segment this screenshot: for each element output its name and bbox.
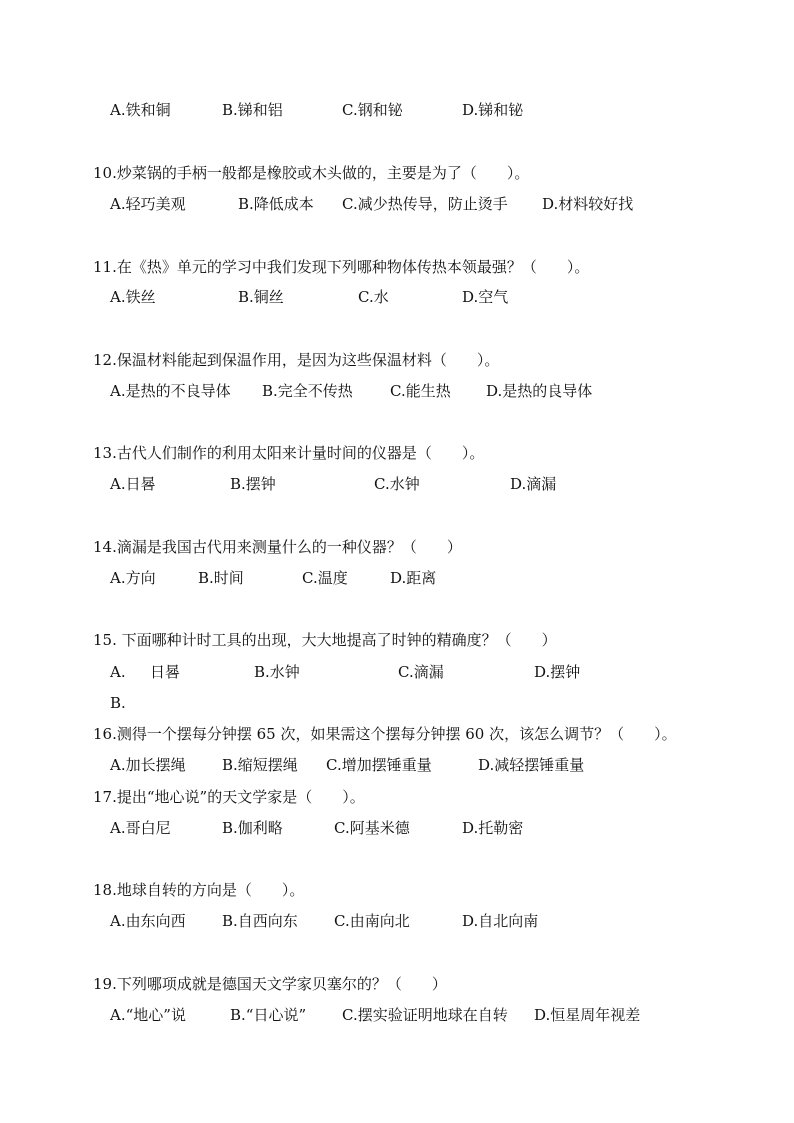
q9-option-d: D.锑和铋 bbox=[462, 101, 524, 119]
q19-option-b: B.“日心说” bbox=[230, 1006, 307, 1024]
q12-stem: 12.保温材料能起到保温作用，是因为这些保温材料（ ）。 bbox=[93, 351, 500, 369]
q11-stem: 11.在《热》单元的学习中我们发现下列哪种物体传热本领最强？（ ）。 bbox=[93, 258, 590, 276]
q16-stem: 16.测得一个摆每分钟摆 65 次，如果需这个摆每分钟摆 60 次，该怎么调节？（ ）。 bbox=[93, 725, 677, 743]
q12-option-b: B.完全不传热 bbox=[262, 382, 353, 400]
q9-option-b: B.锑和铝 bbox=[222, 101, 283, 119]
q10-stem: 10.炒菜锅的手柄一般都是橡胶或木头做的，主要是为了（ ）。 bbox=[93, 164, 530, 182]
q16-option-a: A.加长摆绳 bbox=[110, 756, 186, 774]
q12-option-c: C.能生热 bbox=[390, 382, 451, 400]
q10-option-a: A.轻巧美观 bbox=[110, 195, 186, 213]
q19-option-c: C.摆实验证明地球在自转 bbox=[342, 1006, 508, 1024]
q13-option-a: A.日晷 bbox=[110, 475, 156, 493]
q15-option-c: C.滴漏 bbox=[398, 663, 444, 681]
q11-option-a: A.铁丝 bbox=[110, 288, 156, 306]
q16-option-c: C.增加摆锤重量 bbox=[326, 756, 432, 774]
q15-option-a-text: 日晷 bbox=[150, 663, 181, 681]
q13-stem: 13.古代人们制作的利用太阳来计量时间的仪器是（ ）。 bbox=[93, 444, 485, 462]
q17-option-b: B.伽利略 bbox=[222, 819, 283, 837]
q17-stem: 17.提出“地心说”的天文学家是（ ）。 bbox=[93, 788, 365, 806]
q18-option-d: D.自北向南 bbox=[462, 912, 539, 930]
q17-option-d: D.托勒密 bbox=[462, 819, 524, 837]
q13-option-c: C.水钟 bbox=[374, 475, 420, 493]
q12-option-d: D.是热的良导体 bbox=[486, 382, 593, 400]
q13-option-b: B.摆钟 bbox=[230, 475, 276, 493]
q12-option-a: A.是热的不良导体 bbox=[110, 382, 231, 400]
q19-option-a: A.“地心”说 bbox=[110, 1006, 186, 1024]
q13-option-d: D.滴漏 bbox=[510, 475, 557, 493]
q17-option-a: A.哥白尼 bbox=[110, 819, 171, 837]
q9-option-a: A.铁和铜 bbox=[110, 101, 171, 119]
q10-option-b: B.降低成本 bbox=[238, 195, 314, 213]
q15-option-b: B.水钟 bbox=[254, 663, 300, 681]
q9-option-c: C.钢和铋 bbox=[342, 101, 403, 119]
q18-option-c: C.由南向北 bbox=[334, 912, 410, 930]
q10-option-c: C.减少热传导，防止烫手 bbox=[342, 195, 508, 213]
q15-extra-letter: B. bbox=[110, 694, 126, 712]
q10-option-d: D.材料较好找 bbox=[542, 195, 634, 213]
q18-option-a: A.由东向西 bbox=[110, 912, 186, 930]
q14-stem: 14.滴漏是我国古代用来测量什么的一种仪器？（ ） bbox=[93, 538, 462, 556]
q11-option-c: C.水 bbox=[358, 288, 389, 306]
q19-option-d: D.恒星周年视差 bbox=[534, 1006, 641, 1024]
q11-option-d: D.空气 bbox=[462, 288, 509, 306]
q14-option-a: A.方向 bbox=[110, 569, 156, 587]
q15-option-d: D.摆钟 bbox=[534, 663, 581, 681]
q14-option-b: B.时间 bbox=[198, 569, 244, 587]
q16-option-b: B.缩短摆绳 bbox=[222, 756, 298, 774]
q14-option-d: D.距离 bbox=[390, 569, 437, 587]
q17-option-c: C.阿基米德 bbox=[334, 819, 410, 837]
q18-option-b: B.自西向东 bbox=[222, 912, 298, 930]
q11-option-b: B.铜丝 bbox=[238, 288, 284, 306]
q15-stem: 15. 下面哪种计时工具的出现，大大地提高了时钟的精确度？（ ） bbox=[93, 631, 557, 649]
q18-stem: 18.地球自转的方向是（ ）。 bbox=[93, 881, 305, 899]
q16-option-d: D.减轻摆锤重量 bbox=[478, 756, 585, 774]
q15-option-a-letter: A. bbox=[110, 663, 126, 681]
q19-stem: 19.下列哪项成就是德国天文学家贝塞尔的？（ ） bbox=[93, 975, 447, 993]
q14-option-c: C.温度 bbox=[302, 569, 348, 587]
